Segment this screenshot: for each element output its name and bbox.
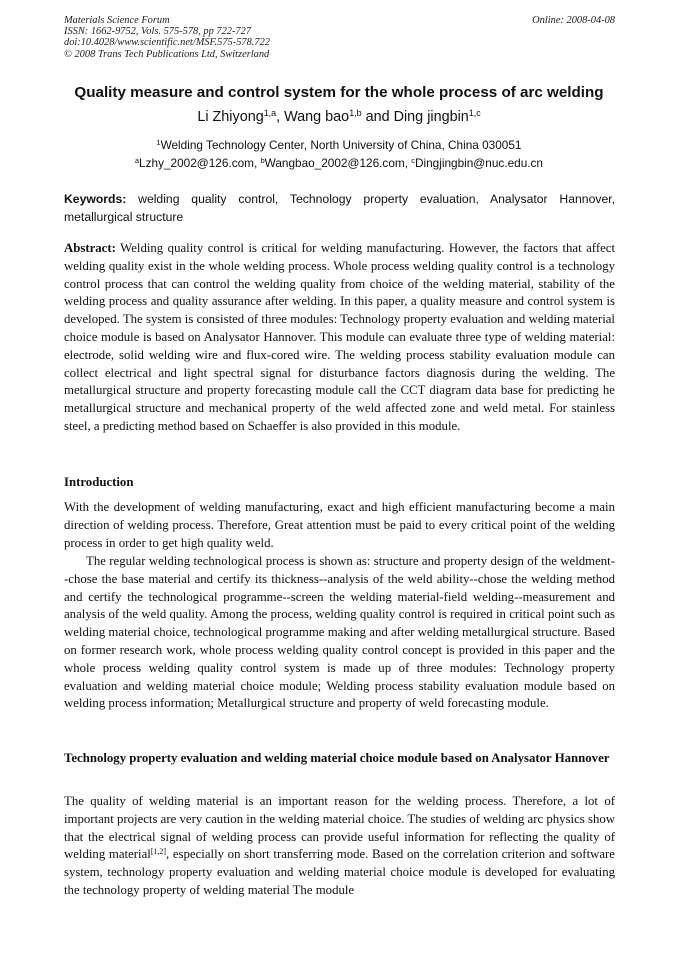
author-email[interactable]: Lzhy_2002@126.com bbox=[139, 156, 254, 170]
keywords-label: Keywords: bbox=[64, 192, 127, 206]
affiliation-text: Welding Technology Center, North University of China, China 030051 bbox=[160, 138, 522, 152]
section-heading-introduction: Introduction bbox=[64, 475, 134, 489]
journal-issn: ISSN: 1662-9752, Vols. 575-578, pp 722-727 bbox=[64, 26, 252, 38]
abstract-text: Welding quality control is critical for welding manufacturing. However, the factors that affect welding quality exist in the whole welding process. Whole process welding quality control is a technology control process that can control the welding quality from choice of the welding material, stability of the welding process and quality assurance after welding. In this paper, a quality measure and control system is developed. The system is consisted of three modules: Technology property evaluation and welding material choice module is based on Analysator Hannover. This module can evaluate three type of welding material: electrode, solid welding wire and flux-cored wire. The welding process stability evaluation module can collect electrical and light spectral signal for disturbance factors diagnosis during the welding. The metallurgical structure and property forecasting module call the CCT diagram data base for predicting he metallurgical structure and mechanical property of the weld affected zone and weld metal. For stainless steel, a predicting method based on Schaeffer is also provided in this module. bbox=[64, 241, 616, 433]
citation-ref[interactable]: [1,2] bbox=[150, 847, 166, 857]
author-emails: $^a$Lzhy_2002@126.com, $^b$Wangbao_2002@126.com, $^c$Dingjingbin@nuc.edu.cn bbox=[134, 155, 543, 170]
keywords bbox=[64, 191, 615, 226]
author-email[interactable]: Wangbao_2002@126.com bbox=[264, 156, 405, 170]
intro-paragraph-1: With the development of welding manufacturing, exact and high efficient manufacturing become a main direction of welding process. Therefore, Great attention must be paid to every critical point of the welding process in order to get high quality weld. bbox=[64, 500, 615, 550]
affiliation bbox=[40, 138, 638, 152]
journal-copyright: © 2008 Trans Tech Publications Ltd, Switzerland bbox=[64, 48, 270, 60]
author-name: Li Zhiyong bbox=[197, 109, 264, 125]
abstract-label: Abstract: bbox=[64, 241, 116, 255]
author-affil-marker: 1,a bbox=[263, 108, 277, 119]
paper-title: Quality measure and control system for the whole process of arc welding bbox=[74, 84, 604, 101]
author-name: Wang bao bbox=[284, 109, 350, 125]
author-affil-marker: 1,c bbox=[468, 108, 481, 119]
affiliation-marker: 1 bbox=[156, 137, 161, 147]
abstract bbox=[64, 240, 615, 436]
section-heading-technology: Technology property evaluation and welding material choice module based on Analysator Hannover bbox=[64, 751, 610, 765]
journal-header bbox=[64, 15, 615, 60]
author-affil-marker: 1,b bbox=[349, 108, 362, 119]
journal-name: Materials Science Forum bbox=[64, 15, 170, 26]
author-list: Li Zhiyong$^{1,a}$, Wang bao$^{1,b}$ and Ding jingbin$^{1,c}$ bbox=[197, 108, 481, 125]
intro-paragraph-2: The regular welding technological process is shown as: structure and property design of the weldment--chose the base material and certify its thickness--analysis of the weld ability--chose the welding method and certify the technological programme--screen the welding material-field welding--measurement and analysis of the weld quality. Among the process, welding quality control is required in critical point such as welding material choice, technological programme making and after welding metallurgical structure. Based on former research work, whole process welding quality control concept is provided in this paper and the whole process welding quality control system is made up of three modules: Technology property evaluation and welding material choice module; Welding process stability evaluation module based on welding process information; Metallurgical structure and property of weld forecasting module. bbox=[64, 554, 615, 711]
online-date: Online: 2008-04-08 bbox=[532, 15, 615, 26]
keywords-text: welding quality control, Technology property evaluation, Analysator Hannover, metallurgical structure bbox=[64, 192, 615, 224]
author-name: Ding jingbin bbox=[393, 109, 469, 125]
journal-doi: doi:10.4028/www.scientific.net/MSF.575-578.722 bbox=[64, 37, 270, 49]
section-2-paragraph: The quality of welding material is an important reason for the welding process. Therefore, a lot of important projects are very caution in the welding material choice. The studies of welding arc physics show that the electrical signal of welding process can provide useful information for reflecting the quality of welding material[1,2], especially on short transferring mode. Based on the correlation criterion and software system, technology property evaluation and welding material choice module is developed for evaluating the technology property of welding material The module bbox=[64, 794, 615, 897]
author-email[interactable]: Dingjingbin@nuc.edu.cn bbox=[414, 156, 543, 170]
